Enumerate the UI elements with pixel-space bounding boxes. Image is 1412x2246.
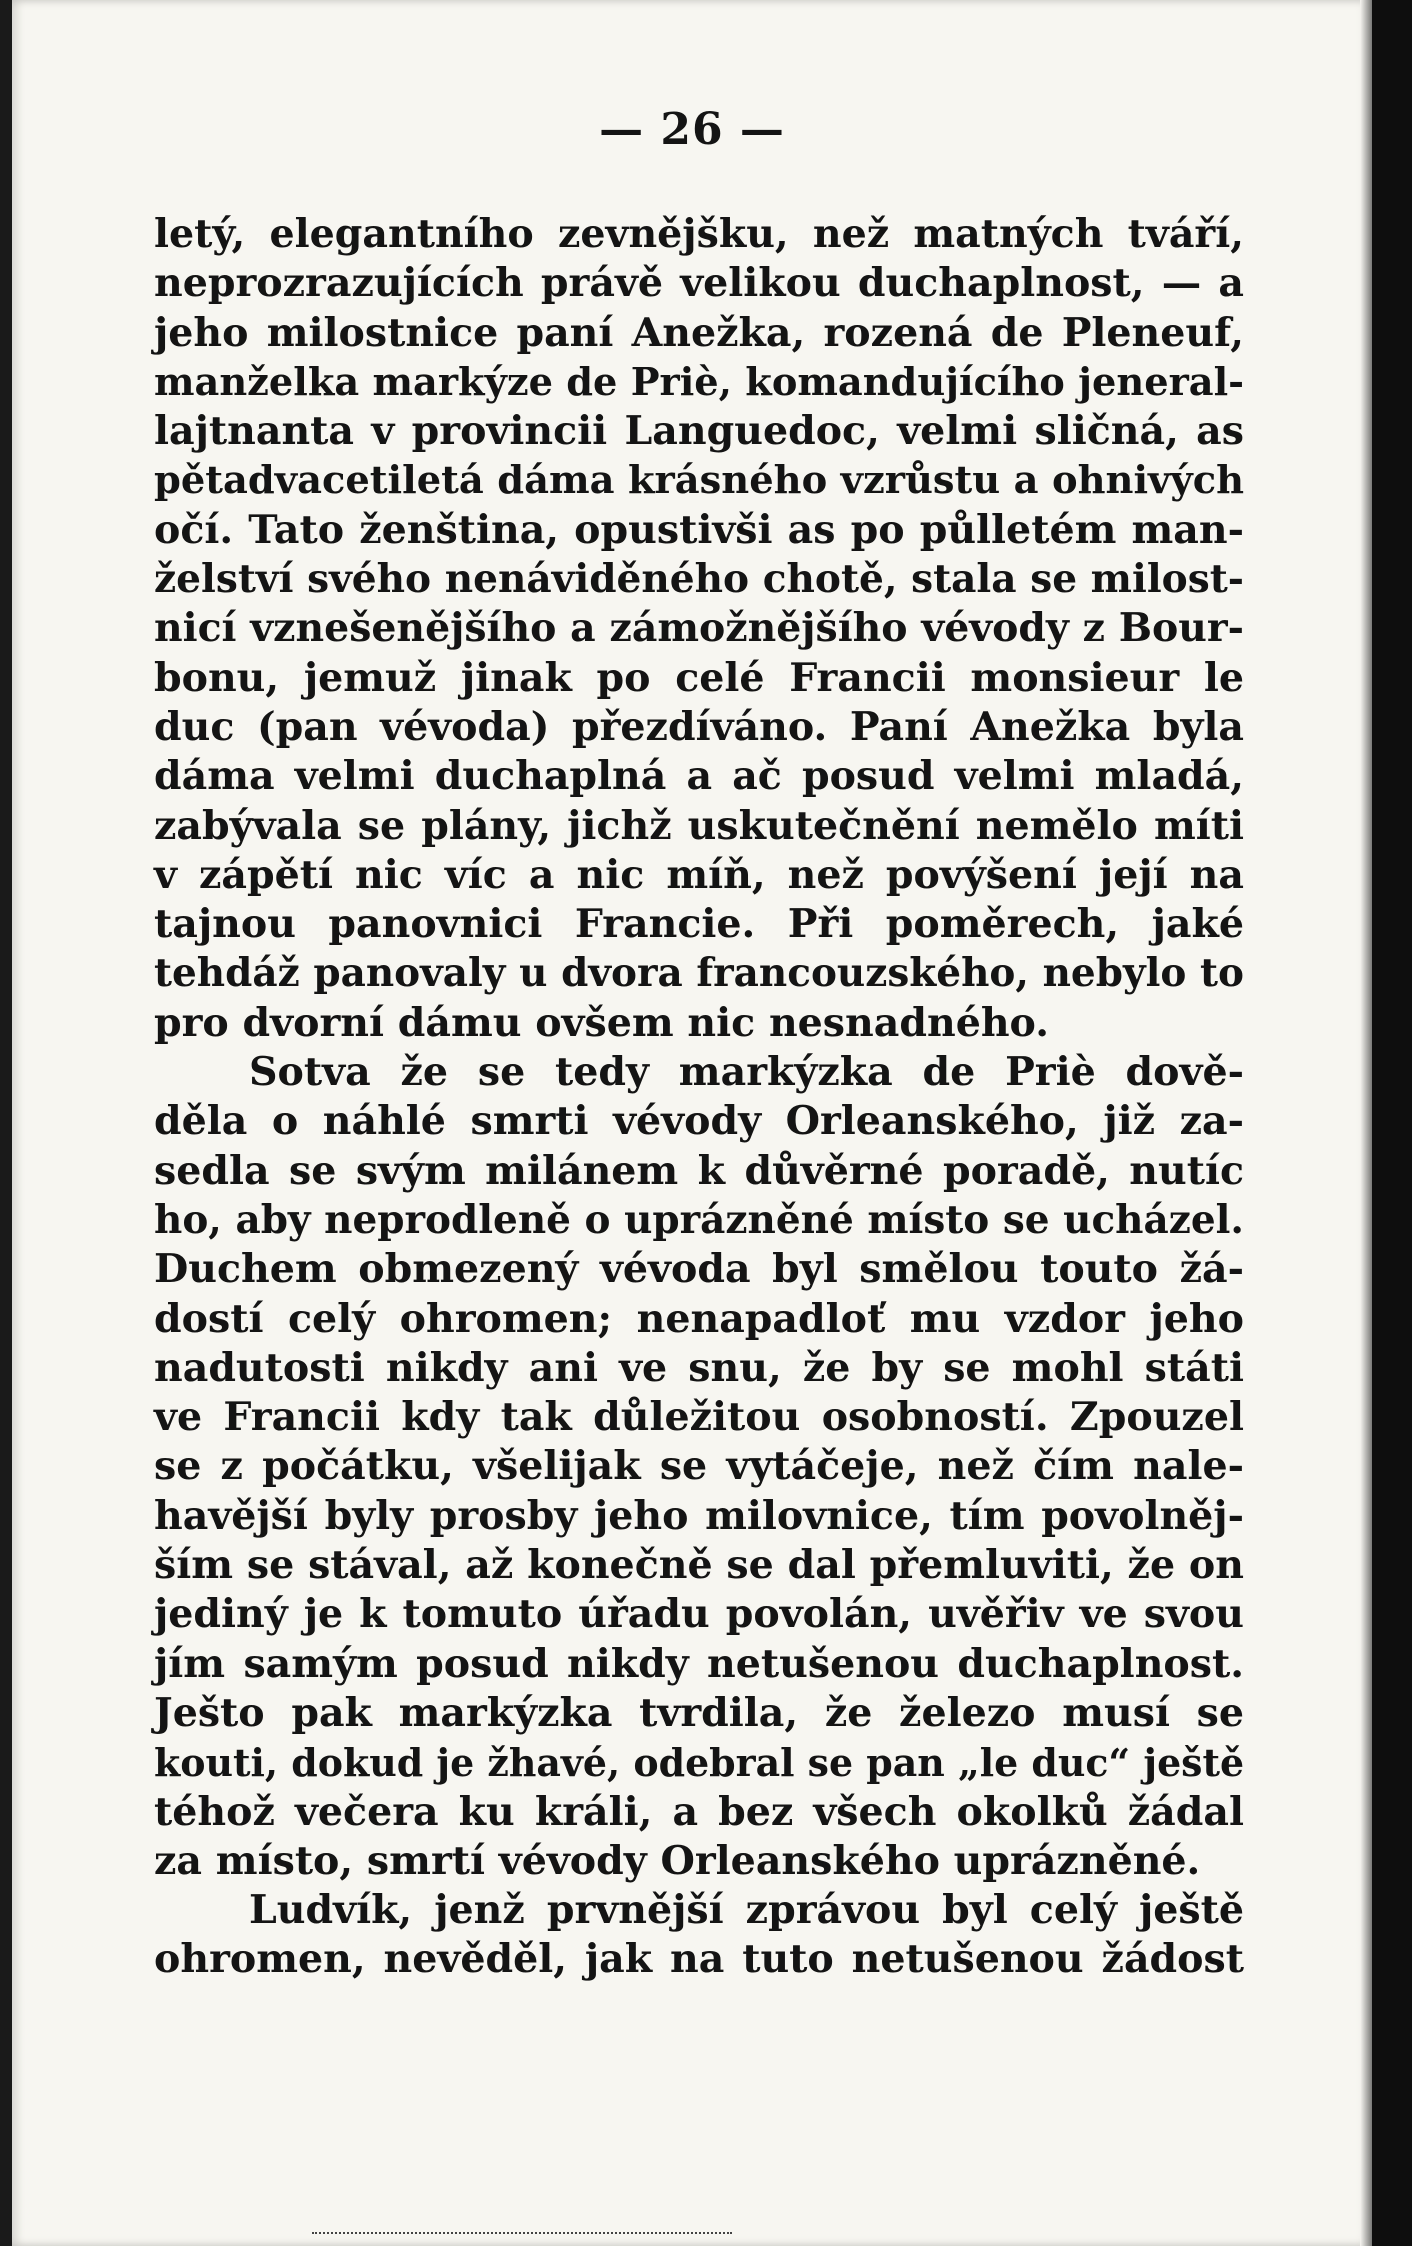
page-number: — 26 — [599, 104, 785, 155]
text-line: děla o náhlé smrti vévody Orleanského, již za- [154, 1098, 1244, 1145]
body-text [154, 210, 1244, 1985]
text-line: ho, aby neprodleně o uprázněné místo se ucházel. [154, 1196, 1244, 1243]
text-line: Ludvík, jenž prvnější zprávou byl celý ještě [249, 1887, 1244, 1934]
text-line: kouti, dokud je žhavé, odebral se pan „le duc“ ještě [154, 1740, 1245, 1786]
text-line: zabývala se plány, jichž uskutečnění nemělo míti [154, 802, 1244, 849]
text-line: jím samým posud nikdy netušenou duchaplnost. [154, 1640, 1244, 1687]
text-line: ším se stával, až konečně se dal přemluviti, že on [154, 1542, 1244, 1589]
text-line: pětadvacetiletá dáma krásného vzrůstu a ohnivých [154, 458, 1244, 504]
text-line: ohromen, nevěděl, jak na tuto netušenou žádost [154, 1936, 1244, 1983]
text-line: jediný je k tomuto úřadu povolán, uvěřiv ve svou [154, 1591, 1244, 1638]
text-line: za místo, smrtí vévody Orleanského uprázněné. [154, 1837, 1201, 1884]
text-line: havější byly prosby jeho milovnice, tím povolněj- [154, 1492, 1244, 1539]
text-line: téhož večera ku králi, a bez všech okolků žádal [154, 1788, 1244, 1835]
text-line: pro dvorní dámu ovšem nic nesnadného. [154, 999, 1049, 1046]
text-line: Duchem obmezený vévoda byl smělou touto žá- [154, 1246, 1244, 1293]
text-line: jeho milostnice paní Anežka, rozená de Pleneuf, [154, 309, 1244, 356]
text-line: očí. Tato ženština, opustivši as po půlletém man- [154, 506, 1244, 553]
text-line: sedla se svým milánem k důvěrné poradě, nutíc [154, 1147, 1244, 1194]
text-line: neprozrazujících právě velikou duchaplnost, — a [154, 260, 1244, 307]
text-line: v zápětí nic víc a nic míň, než povýšení její na [154, 851, 1244, 898]
text-line: dostí celý ohromen; nenapadloť mu vzdor jeho [154, 1295, 1244, 1342]
text-line: dáma velmi duchaplná a ač posud velmi mladá, [154, 753, 1244, 800]
book-page [12, 0, 1372, 2246]
text-line: nicí vznešenějšího a zámožnějšího vévody z Bour- [154, 605, 1244, 652]
text-line: se z počátku, všelijak se vytáčeje, než čím nale- [154, 1443, 1244, 1490]
text-line: želství svého nenáviděného chotě, stala se milost- [154, 556, 1244, 603]
text-line: Ješto pak markýzka tvrdila, že železo musí se [154, 1689, 1244, 1736]
text-line: tehdáž panovaly u dvora francouzského, nebylo to [154, 950, 1244, 997]
text-line: lajtnanta v provincii Languedoc, velmi sličná, as [154, 408, 1244, 455]
text-line: tajnou panovnici Francie. Při poměrech, jaké [154, 901, 1244, 948]
text-line: Sotva že se tedy markýzka de Priè dově- [249, 1049, 1244, 1096]
footer-rule [312, 2232, 732, 2236]
text-line: letý, elegantního zevnějšku, než matných tváří, [154, 211, 1244, 257]
text-line: nadutosti nikdy ani ve snu, že by se mohl státi [154, 1344, 1244, 1391]
text-line: manželka markýze de Priè, komandujícího jeneral- [154, 359, 1245, 405]
text-line: ve Francii kdy tak důležitou osobností. Zpouzel [154, 1394, 1244, 1441]
text-line: duc (pan vévoda) přezdíváno. Paní Anežka byla [154, 703, 1244, 750]
text-line: bonu, jemuž jinak po celé Francii monsieur le [154, 654, 1244, 701]
page-edge [1372, 0, 1412, 2246]
